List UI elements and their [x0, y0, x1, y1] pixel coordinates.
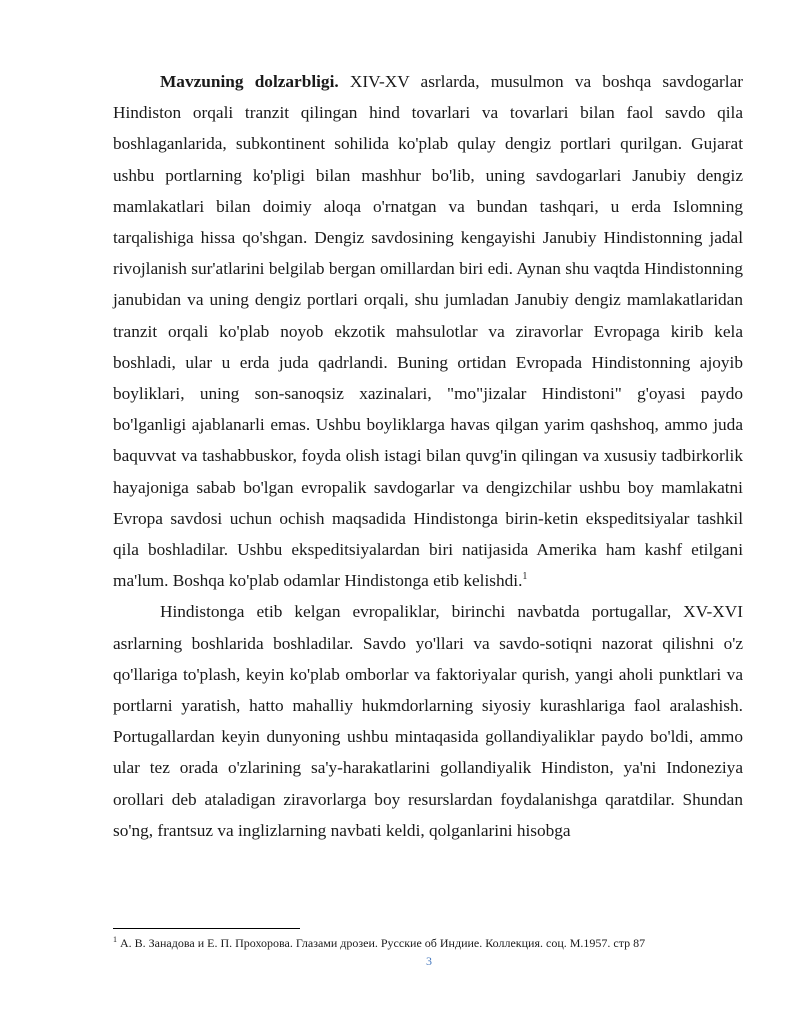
paragraph-relevance [113, 66, 743, 596]
paragraph-text: XIV-XV asrlarda, musulmon va boshqa savdogarlar Hindiston orqali tranzit qilingan hind tovarlari va tovarlari bilan faol savdo qila boshlaganlarida, subkontinent sohilida ko'plab qulay dengiz portlari qurilgan. Gujarat ushbu portlarning ko'pligi bilan mashhur bo'lib, uning savdogarlari Janubiy dengiz mamlakatlari bilan doimiy aloqa o'rnatgan va bundan tashqari, u erda Islomning tarqalishiga hissa qo'shgan. Dengiz savdosining kengayishi Janubiy Hindistonning jadal rivojlanish sur'atlarini belgilab bergan omillardan biri edi. Aynan shu vaqtda Hindistonning janubidan va uning dengiz portlari orqali, shu jumladan Janubiy dengiz mamlakatlaridan tranzit orqali ko'plab noyob ekzotik mahsulotlar va ziravorlar Evropaga kirib kela boshladi, ular u erda juda qadrlandi. Buning ortidan Evropada Hindistonning ajoyib boyliklari, uning son-sanoqsiz xazinalari, "mo"jizalar Hindistoni" g'oyasi paydo bo'lganligi ajablanarli emas. Ushbu boyliklarga havas qilgan yarim qashshoq, ammo juda baquvvat va tashabbuskor, foyda olish istagi bilan quvg'in qilingan va xususiy tadbirkorlik hayajoniga sabab bo'lgan evropalik savdogarlar va dengizchilar ushbu boy mamlakatni Evropa savdosi uchun ochish maqsadida Hindistonga birin-ketin ekspeditsiyalar tashkil qila boshladilar. Ushbu ekspeditsiyalardan biri natijasida Amerika ham kashf etilgani ma'lum. Boshqa ko'plab odamlar Hindistonga etib kelishdi. [113, 72, 743, 591]
document-body [113, 66, 743, 846]
footnote-number: 1 [113, 935, 117, 944]
footnote-reference[interactable]: 1 [522, 571, 528, 583]
page-number: 3 [426, 954, 432, 968]
footnote [113, 935, 753, 951]
paragraph-text: Hindistonga etib kelgan evropaliklar, birinchi navbatda portugallar, XV-XVI asrlarning boshlarida boshladilar. Savdo yo'llari va savdo-sotiqni nazorat qilishni o'z qo'llariga to'plash, keyin ko'plab omborlar va faktoriyalar qurish, yangi aholi punktlari va portlarni yaratish, hatto mahalliy hukmdorlarning siyosiy kurashlariga faol aralashish. Portugallardan keyin dunyoning ushbu mintaqasida gollandiyaliklar paydo bo'ldi, ammo ular tez orada o'zlarining sa'y-harakatlarini gollandiyalik Hindiston, ya'ni Indoneziya orollari deb ataladigan ziravorlarga boy resurslardan foydalanishga qaratdilar. Shundan so'ng, frantsuz va inglizlarning navbati keldi, qolganlarini hisobga [113, 602, 743, 840]
footnote-text: А. В. Занадова и Е. П. Прохорова. Глазами дрозеи. Русские об Индиие. Коллекция. соц. М.1957. стр 87 [117, 936, 646, 950]
paragraph-europeans [113, 596, 743, 846]
footnote-separator [113, 928, 300, 929]
section-heading: Mavzuning dolzarbligi. [160, 72, 339, 91]
